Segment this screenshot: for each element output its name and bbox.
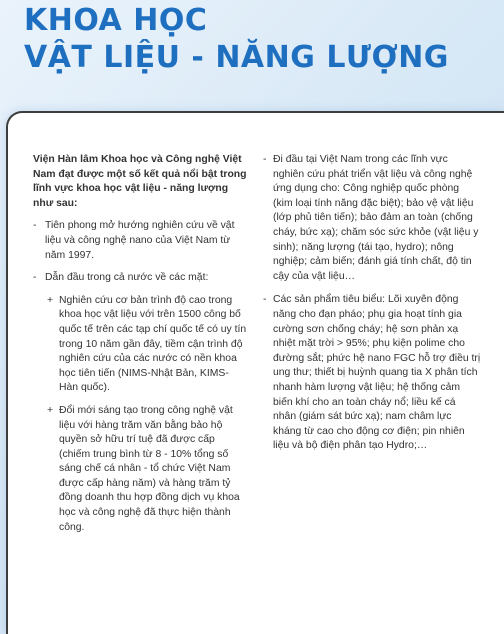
list-item-with-subitems [31, 271, 247, 535]
list-item-label: Dẫn đầu trong cả nước về các mặt: [45, 272, 209, 284]
right-list [263, 153, 481, 454]
title-line-1: KHOA HỌC [24, 3, 208, 38]
card-corner-line [482, 111, 504, 113]
intro-text: Viện Hàn lâm Khoa học và Công nghệ Việt Nam đạt được một số kết quả nổi bật trong lĩnh vực khoa học vật liệu - năng lượng như sau: [33, 154, 247, 209]
left-column [31, 153, 247, 543]
sub-list-item: + Đổi mới sáng tạo trong công nghệ vật liệu với hàng trăm văn bằng bảo hộ quyền sở hữu trí tuệ đã được cấp (chiếm trung bình từ 8 - 10% tổng số sáng chế cá nhân - tổ chức Việt Nam được cấp hàng năm) và hàng trăm tỷ đồng doanh thu hợp đồng dịch vụ khoa học và công nghệ đã thực hiện thành công. [45, 404, 247, 535]
list-item: - Đi đầu tại Việt Nam trong các lĩnh vực nghiên cứu phát triển vật liệu và công nghệ ứng dụng cho: Công nghiệp quốc phòng (kim loại tính năng đặc biệt); bảo vệ vật liệu (lớp phủ tiên tiến); bảo đảm an toàn (chống cháy, bức xạ); chăm sóc sức khỏe (vật liệu y sinh); năng lượng (tái tạo, hydro); nông nghiệp; cảm biến; đánh giá tính chất, độ tin cậy của vật liệu… [263, 153, 481, 284]
list-item: - Các sản phẩm tiêu biểu: Lõi xuyên động năng cho đạn pháo; phụ gia hoạt tính gia cường sơn chống cháy; hệ sơn phản xạ nhiệt mặt trời > 95%; phụ kiện polime cho đường sắt; phức hệ nano FGC hỗ trợ điều trị ung thư; thiết bị huỳnh quang tia X phân tích nhanh hàm lượng vật liệu; hệ thống cảm biến khí cho an toàn cháy nổ; liều kế cá nhân (giám sát bức xạ); nam châm lực kháng từ cao cho động cơ điện; pin nhiên liệu và bộ điện phân tạo Hydro;… [263, 293, 481, 454]
sub-list [45, 294, 247, 536]
right-column [263, 153, 481, 463]
page-title [24, 2, 449, 76]
sub-list-item: + Nghiên cứu cơ bản trình độ cao trong khoa học vật liệu với trên 1500 công bố quốc tế trên các tạp chí quốc tế có uy tín trong 10 năm gần đây, tiềm cận trình độ nghiên cứu của các nước có nền khoa học tiên tiến (NIMS-Nhật Bản, KIMS- Hàn quốc). [45, 294, 247, 396]
list-item: - Tiên phong mở hướng nghiên cứu về vật liệu và công nghệ nano của Việt Nam từ năm 1997. [31, 219, 247, 263]
left-list [31, 219, 247, 535]
title-line-2: VẬT LIỆU - NĂNG LƯỢNG [24, 40, 449, 75]
